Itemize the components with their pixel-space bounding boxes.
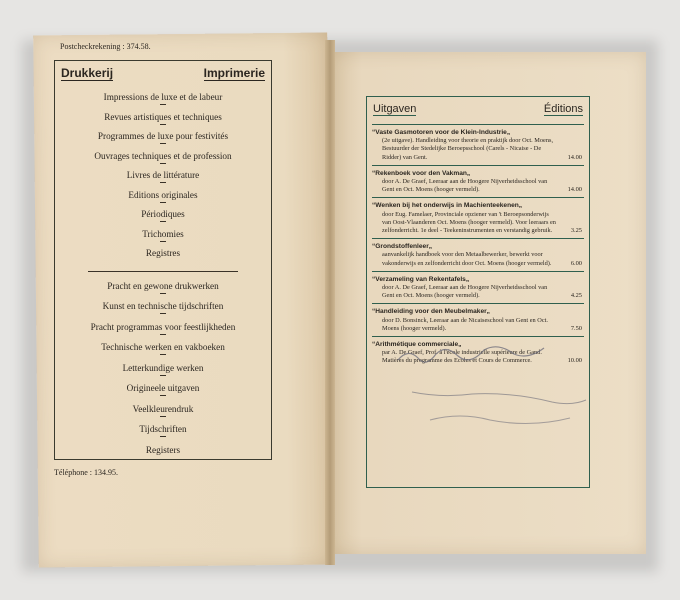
publication-description: par A. De Graef, Prof. à l'école industrielle supérieure de Gand. Matières du programme des Ecoles et Cours de Commerce. [382, 349, 542, 365]
service-item: Kunst en technische tijdschriften [55, 300, 271, 321]
postcheck-account: Postcheckrekening : 374.58. [60, 42, 151, 51]
publication-title: “Verzameling van Rekentafels„ [372, 275, 470, 283]
publications-frame [366, 96, 590, 488]
publication-entry [372, 197, 584, 238]
book-spine [325, 40, 335, 565]
publication-description: door D. Bonsinck, Leeraar aan de Nicaiseschool van Gent en Oct. Moens (hooger vermeld). [382, 316, 548, 332]
publication-title: “Wenken bij het onderwijs in Machienteekenen„ [372, 202, 523, 210]
publication-entry [372, 303, 584, 336]
publication-price: 6.00 [570, 259, 582, 267]
publication-description: door A. De Graef, Leeraar aan de Hoogere Nijverheidsschool van Gent en Oct. Moens (hooger vermeld). [382, 178, 548, 194]
publication-price: 14.00 [567, 186, 582, 194]
publication-price: 3.25 [570, 227, 582, 235]
service-item: Pracht en gewone drukwerken [55, 280, 271, 301]
service-item: Editions originales [55, 189, 271, 209]
publication-description: door A. De Graef, Leeraar aan de Hoogere Nijverheidsschool van Gent en Oct. Moens (hooger vermeld). [382, 284, 548, 300]
publication-title: “Rekenboek voor den Vakman„ [372, 169, 471, 177]
printing-header [55, 61, 271, 81]
service-item: Veelkleurendruk [55, 403, 271, 424]
service-item: Letterkundige werken [55, 362, 271, 383]
publication-entry [372, 124, 584, 165]
publication-price: 14.00 [567, 153, 582, 161]
header-drukkerij: Drukkerij [61, 66, 114, 80]
publication-title: “Grondstoffenleer„ [372, 243, 433, 251]
telephone-number: Téléphone : 134.95. [54, 468, 118, 477]
service-item: Trichomies [55, 228, 271, 248]
service-item: Périodiques [55, 208, 271, 228]
publication-title: “Arithmétique commerciale„ [372, 341, 462, 349]
service-item: Livres de littérature [55, 169, 271, 189]
header-uitgaven: Uitgaven [373, 103, 417, 115]
service-item: Technische werken en vakboeken [55, 341, 271, 362]
dutch-services [55, 280, 271, 465]
header-editions: Éditions [543, 103, 583, 115]
list-divider [88, 271, 238, 272]
service-item: Pracht programmas voor feestlijkheden [55, 321, 271, 342]
services-list [55, 91, 271, 464]
service-item: Programmes de luxe pour festivités [55, 130, 271, 150]
french-services [55, 91, 271, 267]
publication-entry [372, 165, 584, 198]
publication-entry [372, 238, 584, 271]
publication-price: 7.50 [570, 324, 582, 332]
service-item: Impressions de luxe et de labeur [55, 91, 271, 111]
service-item: Registers [145, 444, 181, 455]
publication-description: aanvankelijk handboek voor den Metaalbewerker, bewerkt voor vakonderwijs en zelfonderricht door Oct. Moens (hooger vermeld). [382, 251, 552, 267]
publication-title: “Handleiding voor den Meubelmaker„ [372, 308, 490, 316]
printing-services-frame [54, 60, 272, 460]
publications-header [367, 97, 589, 116]
service-item: Registres [145, 248, 181, 258]
service-item: Ouvrages techniques et de profession [55, 150, 271, 170]
publication-description: (2e uitgave). Handleiding voor theorie en praktijk door Oct. Moens, Bestuurder der Stedelijke Beroepsschool (Carels - Nicaise - De Ridder) van Gent. [382, 137, 554, 161]
publication-price: 4.25 [570, 292, 582, 300]
publication-description: door Eug. Famelaer, Provinciale opziener van 't Beroepsonderwijs van Oost-Vlaanderen Oct. Moens (hooger vermeld). Voor leeraars en zelfonderricht. 1e deel - Teekeninstrumenten en verstandig gebruik. [382, 210, 556, 235]
service-item: Revues artistiques et techniques [55, 111, 271, 131]
publication-title: “Vaste Gasmotoren voor de Klein-Industrie„ [372, 129, 511, 136]
header-imprimerie: Imprimerie [203, 66, 265, 80]
publication-entry [372, 271, 584, 304]
service-item: Origineele uitgaven [55, 382, 271, 403]
publication-entry [372, 336, 584, 369]
service-item: Tijdschriften [55, 423, 271, 444]
publication-price: 10.00 [567, 357, 582, 365]
